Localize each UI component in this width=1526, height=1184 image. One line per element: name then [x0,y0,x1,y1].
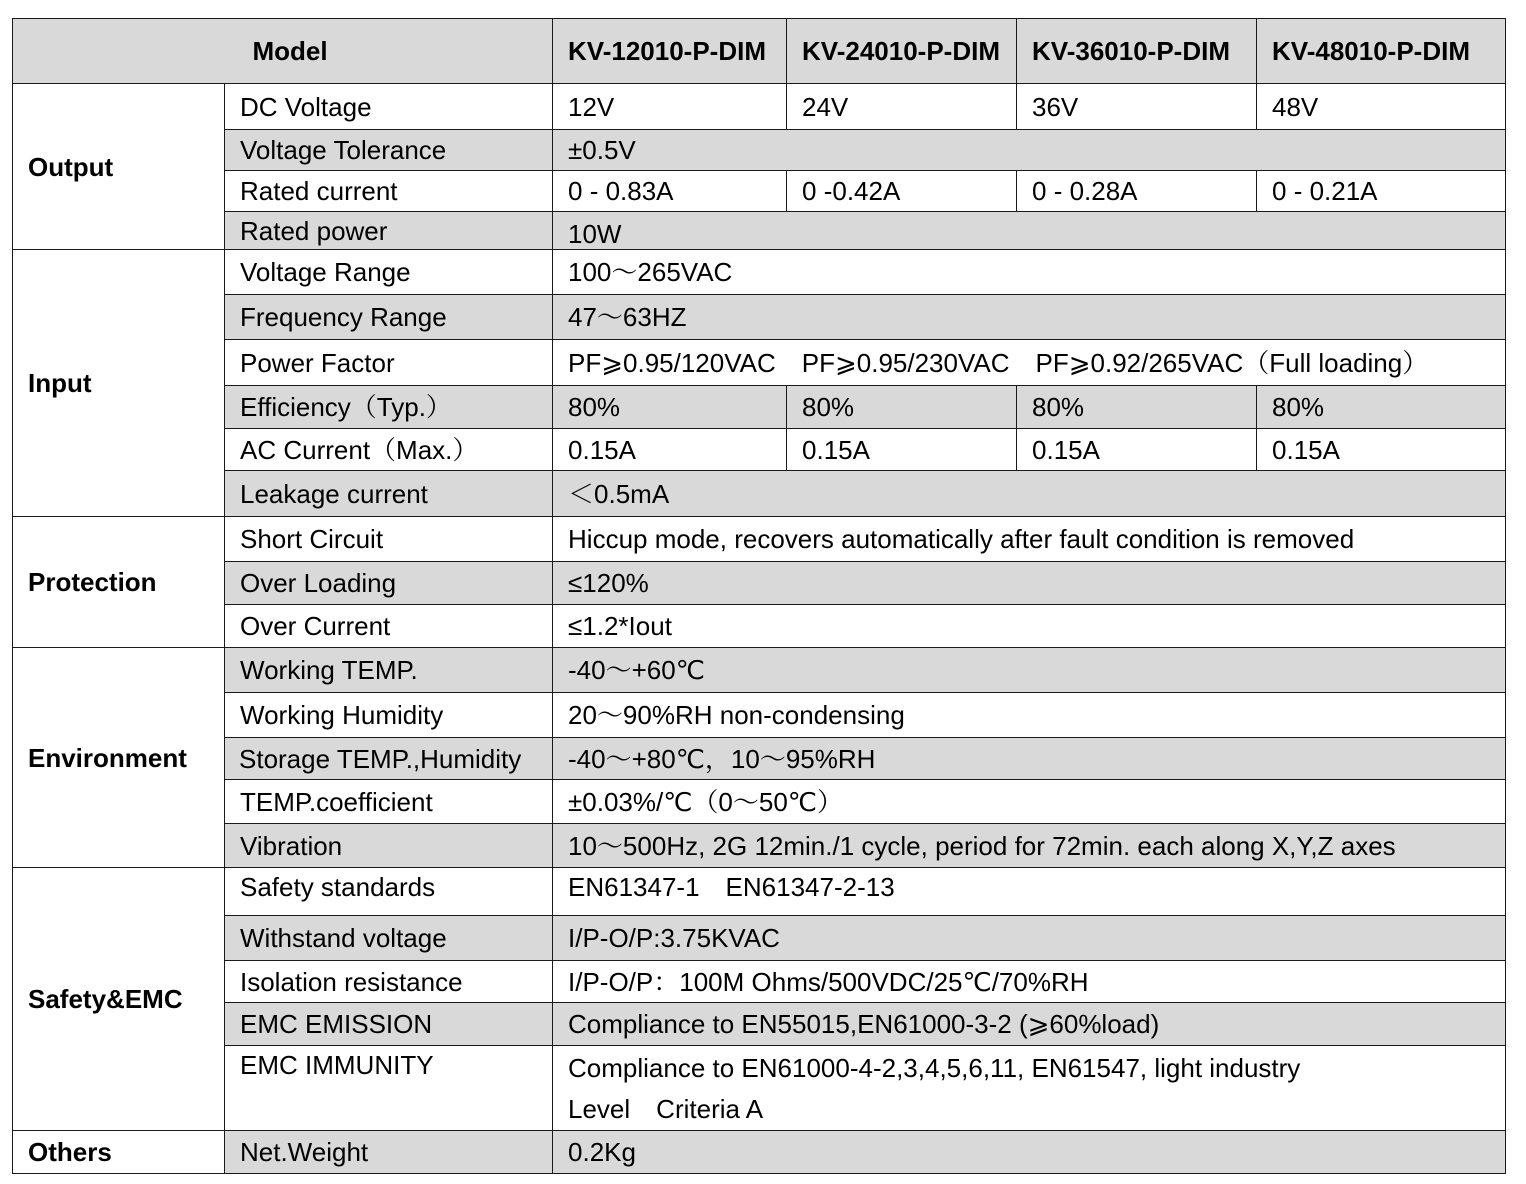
value-cell: 20～90%RH non-condensing [553,693,1506,738]
param-label: Leakage current [225,471,553,517]
param-label: Over Current [225,605,553,648]
param-label: Voltage Tolerance [225,130,553,171]
table-row [13,386,1506,429]
value-cell: -40～+60℃ [553,648,1506,693]
table-row [13,130,1506,171]
section-label-output: Output [13,84,225,250]
value-cell: ≤120% [553,562,1506,605]
value-cell: I/P-O/P：100M Ohms/500VDC/25℃/70%RH [553,961,1506,1003]
table-row [13,171,1506,212]
value-cell: 36V [1017,84,1257,130]
value-cell: 0 - 0.28A [1017,171,1257,212]
value-cell: 47～63HZ [553,295,1506,340]
value-cell: 0.15A [787,429,1017,471]
table-row [13,471,1506,517]
param-label: TEMP.coefficient [225,780,553,824]
param-label: Working Humidity [225,693,553,738]
table-row [13,916,1506,961]
param-label: Safety standards [225,868,553,916]
value-cell: ±0.5V [553,130,1506,171]
table-row [13,738,1506,780]
table-row [13,693,1506,738]
table-row [13,212,1506,250]
table-row [13,340,1506,386]
value-cell: 12V [553,84,787,130]
value-cell: 100～265VAC [553,250,1506,295]
table-row [13,961,1506,1003]
value-cell: 80% [1017,386,1257,429]
value-cell: 10W [553,212,1506,250]
param-label: Isolation resistance [225,961,553,1003]
value-line: Level Criteria A [568,1094,764,1124]
value-cell: Compliance to EN55015,EN61000-3-2 (⩾60%load) [553,1003,1506,1046]
param-label: Withstand voltage [225,916,553,961]
value-cell: 0.15A [1017,429,1257,471]
param-label: Rated power [225,212,553,250]
param-label: Short Circuit [225,517,553,562]
value-cell: EN61347-1 EN61347-2-13 [553,868,1506,916]
model-name: KV-48010-P-DIM [1257,19,1506,84]
table-row [13,868,1506,916]
table-row [13,1046,1506,1131]
value-cell: 80% [553,386,787,429]
table-row [13,605,1506,648]
value-cell: 0 - 0.21A [1257,171,1506,212]
param-label: EMC IMMUNITY [225,1046,553,1131]
value-cell: -40～+80℃，10～95%RH [553,738,1506,780]
param-label: Storage TEMP.,Humidity [225,738,553,780]
table-row [13,517,1506,562]
param-label: Power Factor [225,340,553,386]
value-cell: 0.15A [1257,429,1506,471]
table-row [13,1131,1506,1174]
model-name: KV-24010-P-DIM [787,19,1017,84]
value-cell: 10～500Hz, 2G 12min./1 cycle, period for 72min. each along X,Y,Z axes [553,824,1506,868]
value-cell [553,1046,1506,1131]
spec-table [12,18,1506,1174]
param-label: Over Loading [225,562,553,605]
table-row [13,1003,1506,1046]
param-label: Vibration [225,824,553,868]
param-label: Net.Weight [225,1131,553,1174]
param-label: EMC EMISSION [225,1003,553,1046]
value-cell: 80% [1257,386,1506,429]
model-name: KV-36010-P-DIM [1017,19,1257,84]
table-row [13,780,1506,824]
value-cell: 24V [787,84,1017,130]
section-label-protection: Protection [13,517,225,648]
param-label: Rated current [225,171,553,212]
value-cell: ＜0.5mA [553,471,1506,517]
section-label-safety-emc: Safety&EMC [13,868,225,1131]
table-row [13,824,1506,868]
table-row [13,250,1506,295]
param-label: Frequency Range [225,295,553,340]
param-label: Working TEMP. [225,648,553,693]
value-cell: 0 - 0.83A [553,171,787,212]
model-header: Model [13,19,553,84]
param-label: DC Voltage [225,84,553,130]
value-cell: ±0.03%/℃（0～50℃） [553,780,1506,824]
section-label-input: Input [13,250,225,517]
table-row [13,84,1506,130]
value-line: Compliance to EN61000-4-2,3,4,5,6,11, EN61547, light industry [568,1053,1301,1083]
table-row [13,429,1506,471]
section-label-others: Others [13,1131,225,1174]
value-cell: 0.2Kg [553,1131,1506,1174]
value-cell: I/P-O/P:3.75KVAC [553,916,1506,961]
param-label: Efficiency（Typ.） [225,386,553,429]
value-cell: 0.15A [553,429,787,471]
param-label: Voltage Range [225,250,553,295]
section-label-environment: Environment [13,648,225,868]
value-cell: 80% [787,386,1017,429]
value-cell: PF⩾0.95/120VAC PF⩾0.95/230VAC PF⩾0.92/265VAC（Full loading） [553,340,1506,386]
header-row [13,19,1506,84]
value-cell: 0 -0.42A [787,171,1017,212]
param-label: AC Current（Max.） [225,429,553,471]
value-cell: ≤1.2*Iout [553,605,1506,648]
value-cell: 48V [1257,84,1506,130]
table-row [13,562,1506,605]
table-row [13,295,1506,340]
table-row [13,648,1506,693]
value-cell: Hiccup mode, recovers automatically after fault condition is removed [553,517,1506,562]
model-name: KV-12010-P-DIM [553,19,787,84]
